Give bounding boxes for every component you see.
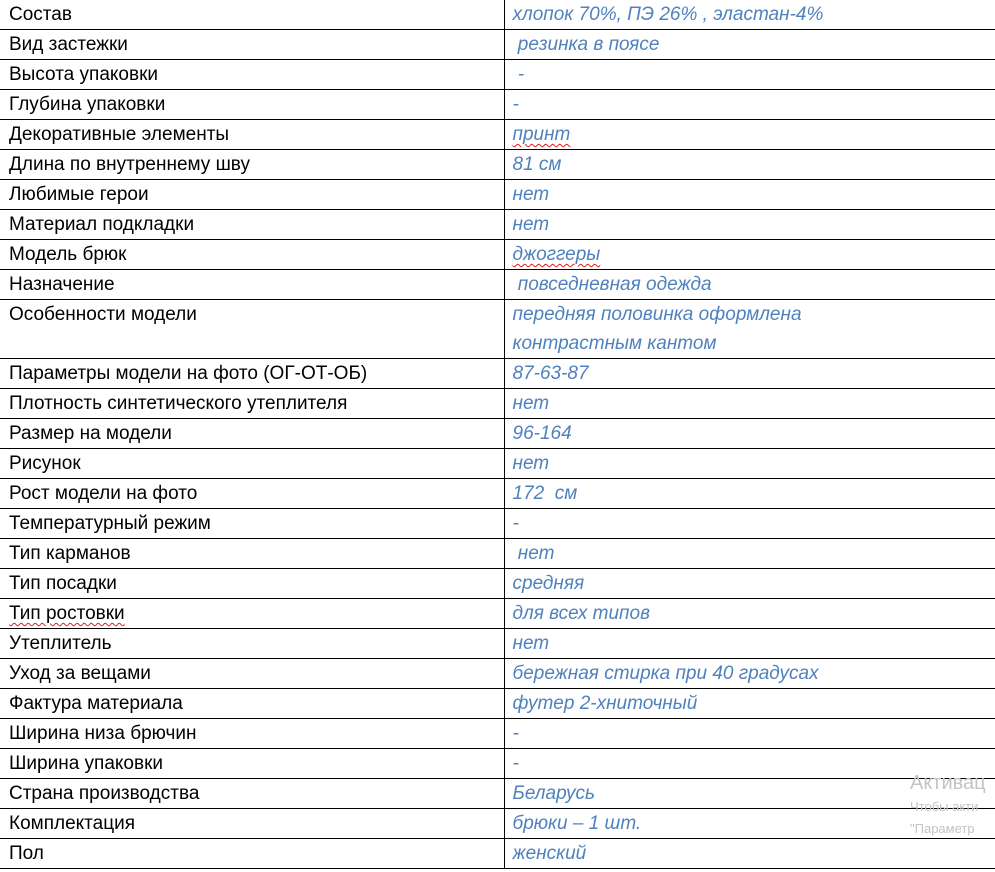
spec-name: Страна производства xyxy=(0,779,504,809)
table-row xyxy=(0,90,995,120)
spec-value: - xyxy=(504,719,995,749)
spec-value: повседневная одежда xyxy=(504,270,995,300)
spec-name: Комплектация xyxy=(0,809,504,839)
spec-name: Параметры модели на фото (ОГ-ОТ-ОБ) xyxy=(0,359,504,389)
spec-name: Уход за вещами xyxy=(0,659,504,689)
spec-value-cell xyxy=(504,120,995,150)
table-row xyxy=(0,240,995,270)
spec-value: для всех типов xyxy=(504,599,995,629)
watermark-title: Активац xyxy=(910,772,986,794)
table-row xyxy=(0,569,995,599)
spec-value: 96-164 xyxy=(504,419,995,449)
table-row xyxy=(0,30,995,60)
table-row xyxy=(0,150,995,180)
spec-value: резинка в поясе xyxy=(504,30,995,60)
table-row xyxy=(0,60,995,90)
spec-value: нет xyxy=(504,539,995,569)
spec-value: нет xyxy=(504,449,995,479)
spec-value: женский xyxy=(504,839,995,869)
table-row xyxy=(0,0,995,30)
table-row xyxy=(0,689,995,719)
table-row xyxy=(0,659,995,689)
spec-value: передняя половинка оформлена контрастным кантом xyxy=(504,300,995,359)
spec-value: нет xyxy=(504,180,995,210)
spec-value: хлопок 70%, ПЭ 26% , эластан-4% xyxy=(504,0,995,30)
spec-name: Плотность синтетического утеплителя xyxy=(0,389,504,419)
spec-name: Длина по внутреннему шву xyxy=(0,150,504,180)
table-row xyxy=(0,599,995,629)
spec-name: Рисунок xyxy=(0,449,504,479)
spec-value: 172 см xyxy=(504,479,995,509)
spec-name: Ширина упаковки xyxy=(0,749,504,779)
spec-value: - xyxy=(504,509,995,539)
spec-value-cell xyxy=(504,240,995,270)
spec-value: Беларусь xyxy=(504,779,995,809)
spec-value: бережная стирка при 40 градусах xyxy=(504,659,995,689)
spec-name: Фактура материала xyxy=(0,689,504,719)
spec-name: Ширина низа брючин xyxy=(0,719,504,749)
spec-value: - xyxy=(504,749,995,779)
spec-name: Утеплитель xyxy=(0,629,504,659)
spec-value: - xyxy=(504,90,995,120)
spec-name: Температурный режим xyxy=(0,509,504,539)
watermark-line-1: Чтобы акти xyxy=(910,799,979,814)
table-row xyxy=(0,719,995,749)
table-row xyxy=(0,210,995,240)
spec-name-cell xyxy=(0,599,504,629)
spec-name: Особенности модели xyxy=(0,300,504,359)
spec-value: футер 2-хниточный xyxy=(504,689,995,719)
table-row xyxy=(0,479,995,509)
spec-value: брюки – 1 шт. xyxy=(504,809,995,839)
spec-value: нет xyxy=(504,210,995,240)
spec-value: 87-63-87 xyxy=(504,359,995,389)
spec-value: нет xyxy=(504,629,995,659)
table-row xyxy=(0,449,995,479)
spec-name: Материал подкладки xyxy=(0,210,504,240)
watermark-line-2: "Параметр xyxy=(910,821,975,836)
spec-value: принт xyxy=(512,124,571,145)
spec-name: Тип посадки xyxy=(0,569,504,599)
table-row xyxy=(0,120,995,150)
spec-value: средняя xyxy=(504,569,995,599)
table-row xyxy=(0,300,995,359)
spec-name: Высота упаковки xyxy=(0,60,504,90)
spec-name: Тип ростовки xyxy=(9,603,125,624)
spec-name: Размер на модели xyxy=(0,419,504,449)
spec-value: 81 см xyxy=(504,150,995,180)
spec-name: Глубина упаковки xyxy=(0,90,504,120)
spec-name: Пол xyxy=(0,839,504,869)
table-row xyxy=(0,419,995,449)
table-row xyxy=(0,509,995,539)
table-row xyxy=(0,270,995,300)
table-row xyxy=(0,180,995,210)
spec-value: нет xyxy=(504,389,995,419)
spec-value: джоггеры xyxy=(512,244,601,265)
table-row xyxy=(0,359,995,389)
table-row xyxy=(0,389,995,419)
spec-name: Тип карманов xyxy=(0,539,504,569)
spec-name: Состав xyxy=(0,0,504,30)
spec-name: Любимые герои xyxy=(0,180,504,210)
table-row xyxy=(0,539,995,569)
spec-name: Назначение xyxy=(0,270,504,300)
table-row xyxy=(0,629,995,659)
table-row xyxy=(0,839,995,869)
spec-name: Модель брюк xyxy=(0,240,504,270)
table-row xyxy=(0,809,995,839)
spec-name: Рост модели на фото xyxy=(0,479,504,509)
spec-name: Декоративные элементы xyxy=(0,120,504,150)
spec-name: Вид застежки xyxy=(0,30,504,60)
windows-activation-watermark xyxy=(910,770,986,840)
table-row xyxy=(0,749,995,779)
table-row xyxy=(0,779,995,809)
spec-value: - xyxy=(504,60,995,90)
